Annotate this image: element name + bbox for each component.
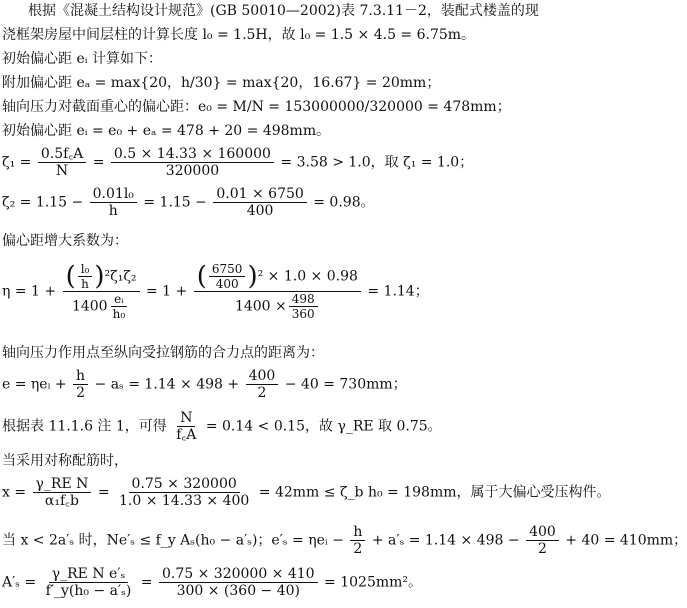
zeta1-fraction-2: $\frac{0.5 \times 14.33 \times 160000}{320000}$ [111,146,274,179]
condition-line: 当 x < 2a′ₛ 时，Ne′ₛ ≤ f_y Aₛ(h₀ − a′ₛ)；e′ₛ = ηeᵢ − $\frac{h}{2}$ + a′ₛ = 1.14 × 498 − $\frac{400}{2}$ + 40 = 410mm； [2,524,687,557]
zeta1-equation: ζ₁ = $\frac{0.5f꜀A}{N}$ = $\frac{0.5 \times 14.33 \times 160000}{320000}$ = 3.58 > 1.0，取 ζ₁ = 1.0； [2,146,474,179]
x-fraction-2: $\frac{0.75 \times 320000}{1.0 \times 14.33 \times 400}$ [119,476,250,509]
paragraph-line-2: 浇框架房屋中间层柱的计算长度 l₀ = 1.5H，故 l₀ = 1.5 × 4.5 = 6.75m。 [2,27,476,43]
x-equation: x = $\frac{\text{γ\_RE N}}{\text{α₁f꜀b}}$ = $\frac{0.75 \times 320000}{1.0 \times 14.33 \times 400}$ = 42mm ≤ ζ_b h₀ = 198mm，属于大偏心受压构件。 [2,476,611,509]
cond-fraction-1: $\frac{h}{2}$ [350,524,365,557]
e-equation: e = ηeᵢ + $\frac{h}{2}$ − aₛ = 1.14 × 498 + $\frac{400}{2}$ − 40 = 730mm； [2,368,407,401]
eta-fraction-1: ( $\frac{\text{l₀}}{h}$ )²ζ₁ζ₂ 1400 $\frac{\text{eᵢ}}{\text{h₀}}$ [63,262,140,321]
symmetric-reinforcement-line: 当采用对称配筋时， [2,453,128,469]
paragraph-line-5: 轴向压力对截面重心的偏心距：e₀ = M/N = 153000000/320000 = 478mm； [2,99,511,115]
e-fraction-1: $\frac{h}{2}$ [73,368,88,401]
zeta2-fraction-2: $\frac{0.01 \times 6750}{400}$ [213,186,306,219]
eta-section-title: 偏心距增大系数为： [2,233,128,249]
paragraph-line-3: 初始偏心距 eᵢ 计算如下： [2,51,163,67]
zeta2-fraction-1: $\frac{\text{0.01l₀}}{h}$ [90,186,137,219]
zeta1-lhs: ζ₁ = [2,154,32,171]
as-equation: A′ₛ = $\frac{\text{γ\_RE N e′ₛ}}{\text{f′\_y(h₀ − a′ₛ)}}$ = $\frac{0.75 \times 320000 \times 410}{300 \times (360 - 40)}$ = 1025mm²。 [2,566,423,599]
zeta1-fraction-1: $\frac{0.5f꜀A}{N}$ [38,146,86,179]
paragraph-line-6: 初始偏心距 eᵢ = e₀ + eₐ = 478 + 20 = 498mm。 [2,123,331,139]
x-fraction-1: $\frac{\text{γ\_RE N}}{\text{α₁f꜀b}}$ [33,476,92,509]
eta-fraction-2: ( $\frac{6750}{400}$ )² × 1.0 × 0.98 1400 × $\frac{498}{360}$ [194,262,361,321]
paragraph-line-1: 根据《混凝土结构设计规范》(GB 50010—2002)表 7.3.11－2，装配式楼盖的现 [28,3,539,19]
table-note-line: 根据表 11.1.6 注 1，可得 $\frac{N}{f꜀A}$ = 0.14 < 0.15，故 γ_RE 取 0.75。 [2,410,442,443]
eta-equation: η = 1 + ( $\frac{\text{l₀}}{h}$ )²ζ₁ζ₂ 1400 $\frac{\text{eᵢ}}{\text{h₀}}$ = 1 + ( $\frac{6750}{400}$ )² × 1.0 × 0.98 1400 × $\frac{498}{360}$ = 1.14； [2,261,429,321]
as-fraction-2: $\frac{0.75 \times 320000 \times 410}{300 \times (360 - 40)}$ [159,566,318,599]
cond-fraction-2: $\frac{400}{2}$ [526,524,559,557]
e-fraction-2: $\frac{400}{2}$ [246,368,279,401]
paragraph-line-4: 附加偏心距 eₐ = max{20，h/30} = max{20，16.67} = 20mm； [2,75,441,91]
zeta2-equation: ζ₂ = 1.15 − $\frac{\text{0.01l₀}}{h}$ = 1.15 − $\frac{0.01 \times 6750}{400}$ = 0.98。 [2,186,375,219]
e-section-title: 轴向压力作用点至纵向受拉钢筋的合力点的距离为： [2,345,324,361]
table-note-fraction: $\frac{N}{f꜀A}$ [176,410,197,443]
zeta1-result: = 3.58 > 1.0，取 ζ₁ = 1.0； [280,154,474,171]
as-fraction-1: $\frac{\text{γ\_RE N e′ₛ}}{\text{f′\_y(h₀ − a′ₛ)}}$ [45,566,132,599]
